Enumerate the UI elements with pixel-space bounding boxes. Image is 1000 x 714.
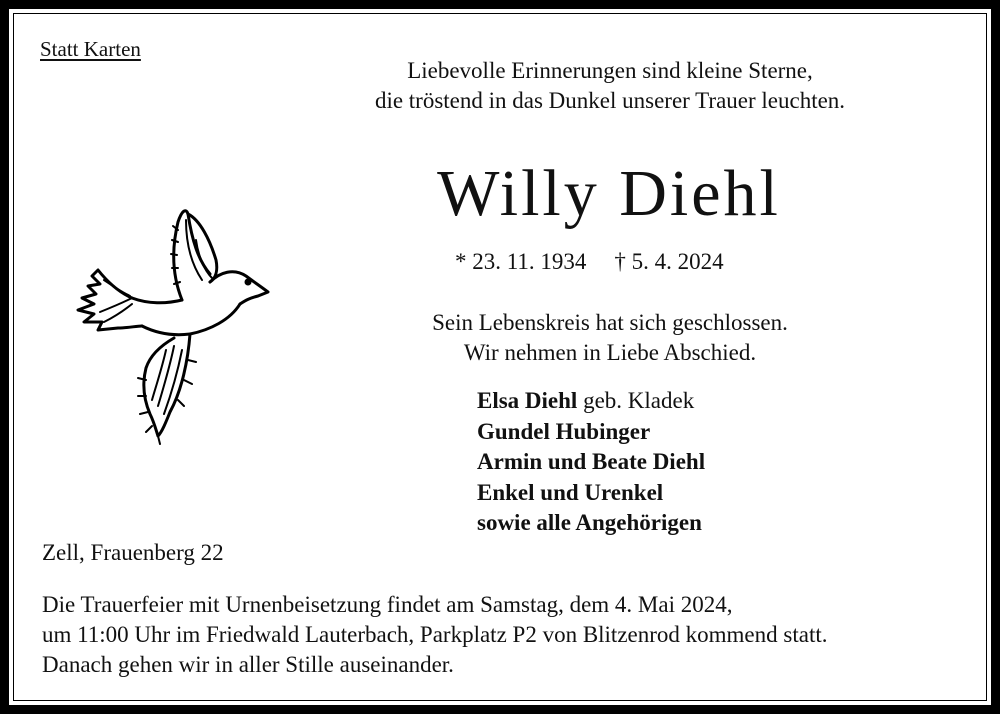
mourners-list <box>477 386 705 539</box>
closing-line: Sein Lebenskreis hat sich geschlossen. <box>432 310 788 335</box>
birth-date: * 23. 11. 1934 <box>455 249 587 274</box>
mourner-name: Armin und Beate Diehl <box>477 449 706 474</box>
mourner-name: sowie alle Angehörigen <box>477 510 702 535</box>
mourner-name: Elsa Diehl <box>477 388 578 413</box>
mourner-entry <box>477 447 705 478</box>
quote-line: Liebevolle Erinnerungen sind kleine Sterne, <box>407 58 813 83</box>
statt-karten-label: Statt Karten <box>40 37 141 61</box>
service-line: um 11:00 Uhr im Friedwald Lauterbach, Parkplatz P2 von Blitzenrod kommend statt. <box>42 622 828 647</box>
mourner-note: geb. Kladek <box>577 388 695 413</box>
service-info <box>42 590 827 680</box>
mourner-entry <box>477 508 705 539</box>
mourner-name: Enkel und Urenkel <box>477 479 664 505</box>
mourner-entry <box>477 386 705 417</box>
dove-icon <box>70 200 280 450</box>
memorial-quote <box>340 56 880 116</box>
mourner-entry <box>477 417 705 448</box>
closing-line: Wir nehmen in Liebe Abschied. <box>463 340 757 365</box>
life-dates <box>455 249 724 275</box>
address: Zell, Frauenberg 22 <box>42 540 224 565</box>
service-line: Danach gehen wir in aller Stille auseinander. <box>42 652 454 677</box>
quote-line: die tröstend in das Dunkel unserer Trauer leuchten. <box>374 88 846 113</box>
mourner-entry <box>477 478 705 509</box>
mourner-name: Gundel Hubinger <box>477 418 651 444</box>
closing-text <box>380 308 840 368</box>
deceased-name: Willy Diehl <box>437 157 781 230</box>
death-date: † 5. 4. 2024 <box>614 249 724 274</box>
service-line: Die Trauerfeier mit Urnenbeisetzung findet am Samstag, dem 4. Mai 2024, <box>42 592 733 617</box>
